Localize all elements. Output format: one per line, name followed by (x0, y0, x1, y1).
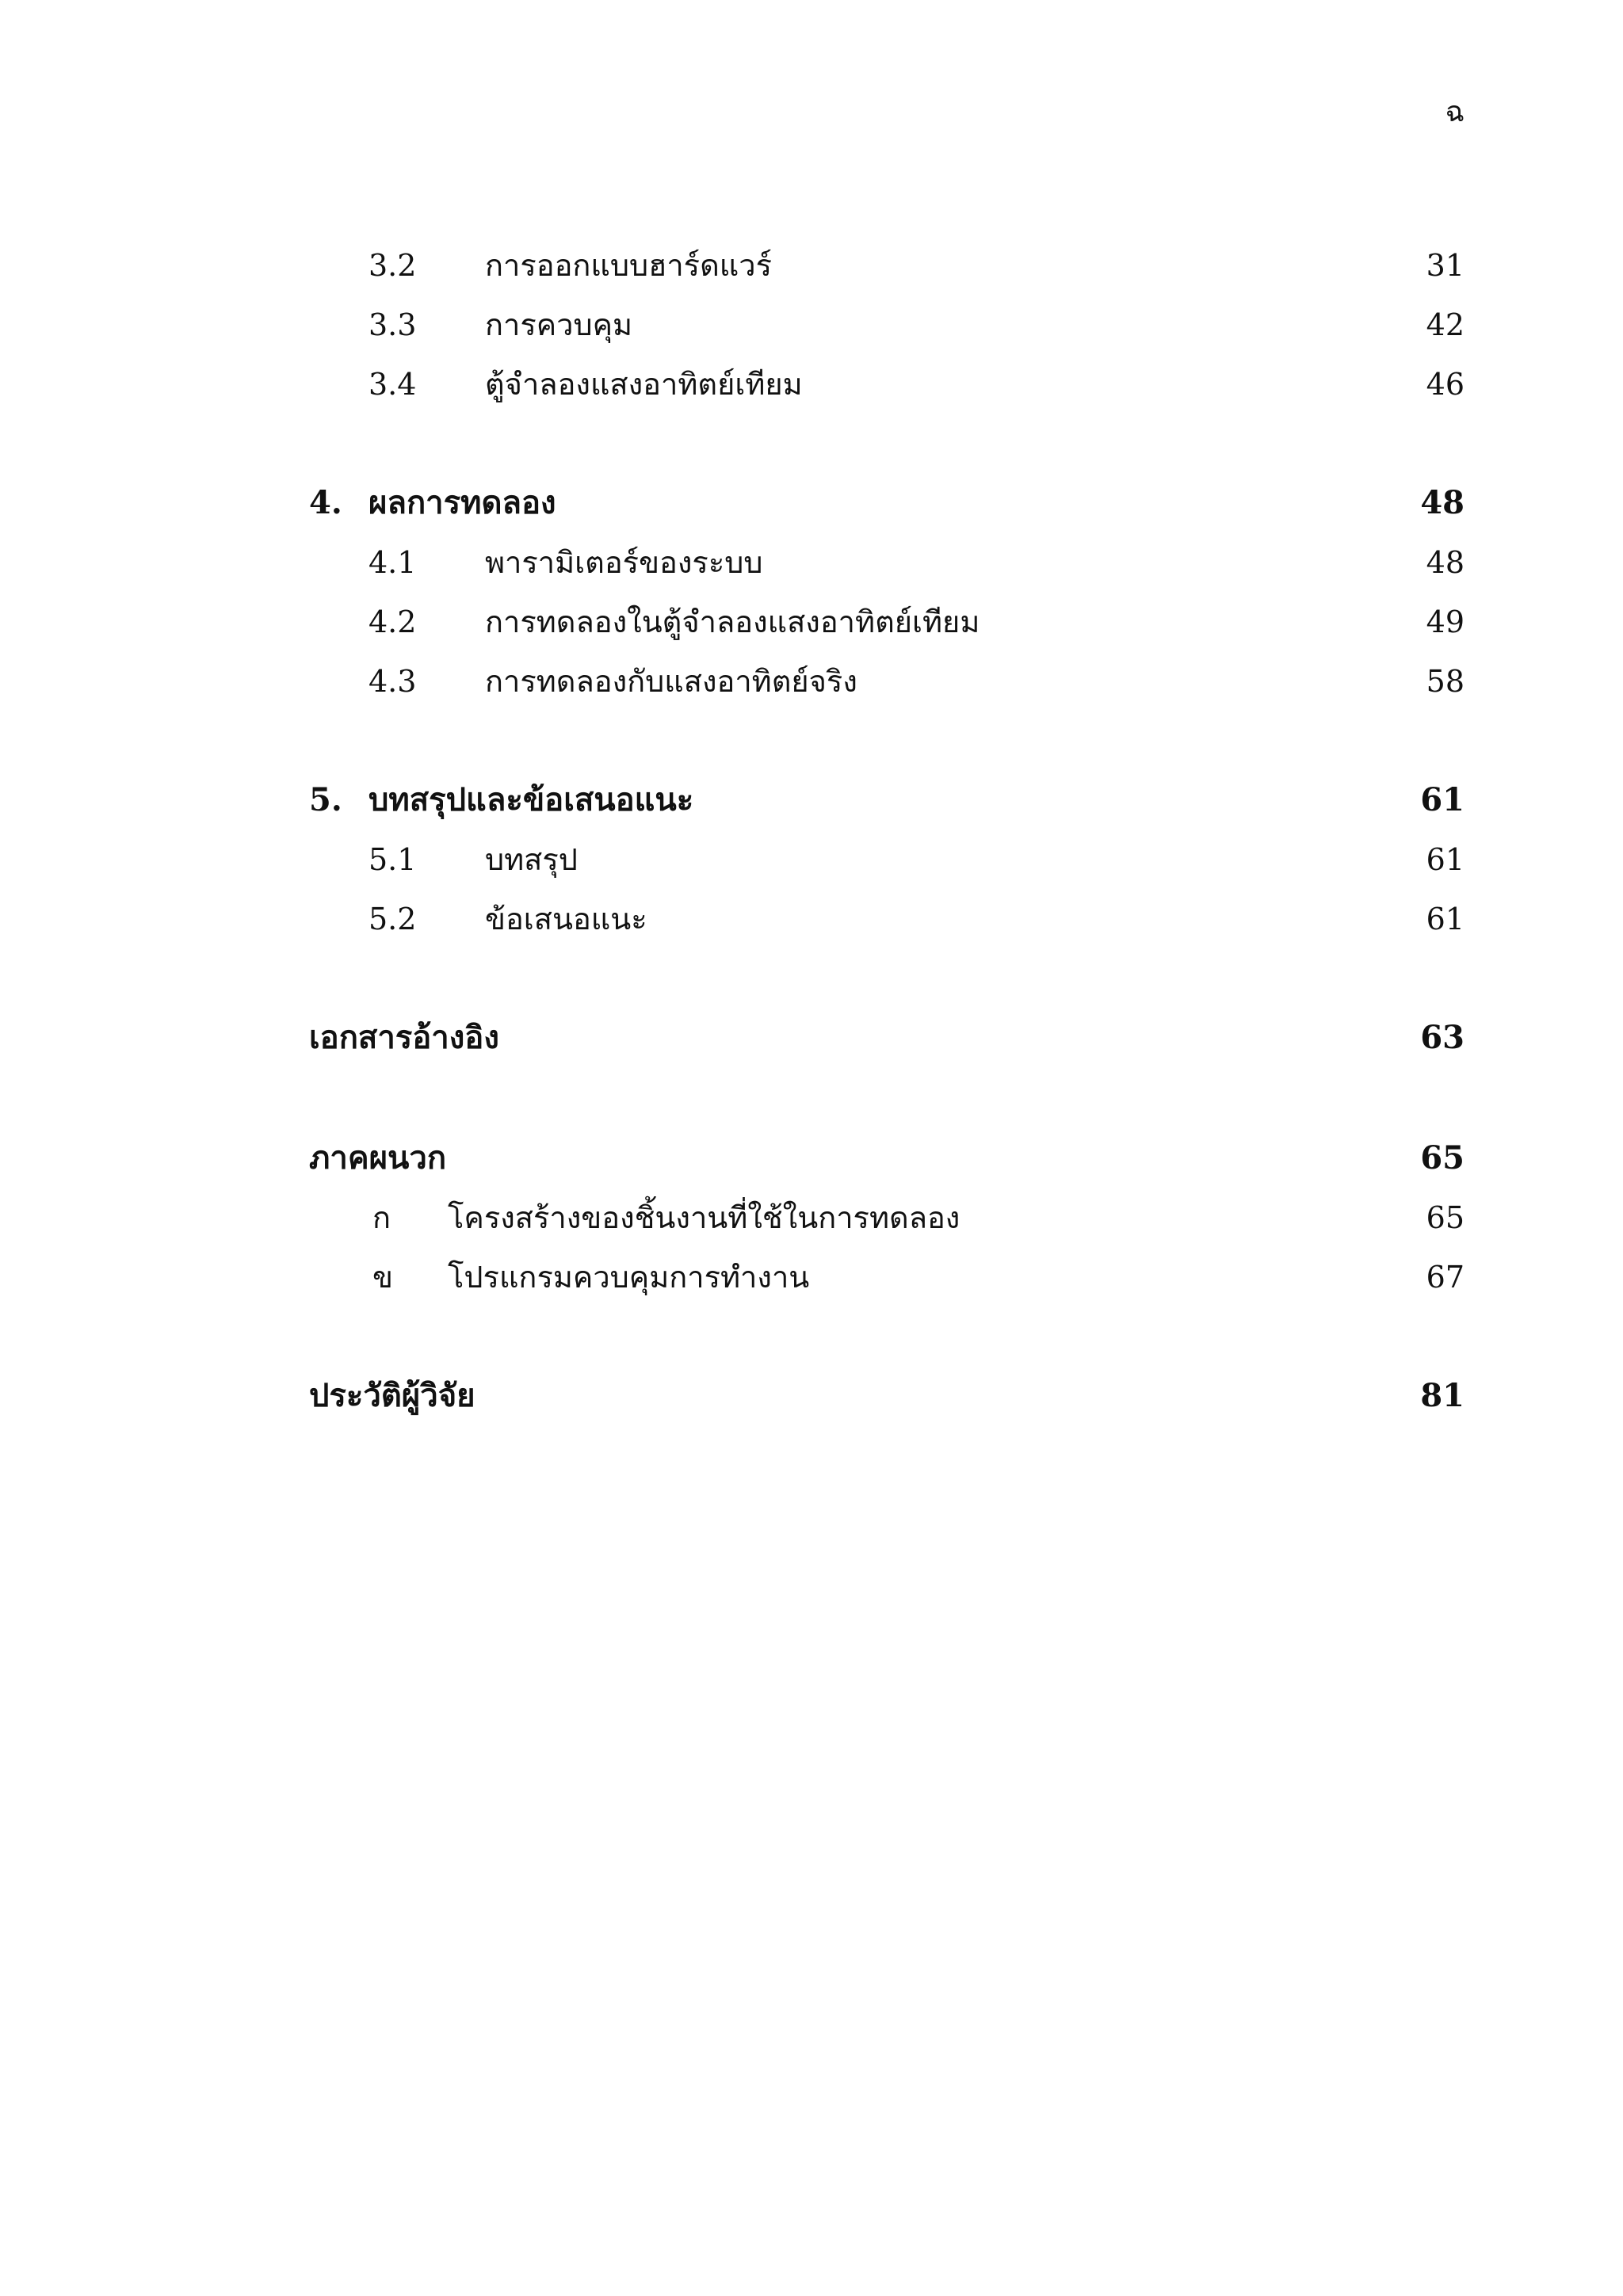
entry-title: ข้อเสนอแนะ (485, 902, 647, 936)
toc-entry-5-2 (0, 895, 1623, 943)
chapter-title: เอกสารอ้างอิง (309, 1019, 499, 1056)
toc-entry-3-2 (0, 242, 1623, 289)
entry-title: การควบคุม (485, 307, 633, 342)
chapter-page: 63 (1420, 1019, 1465, 1056)
toc-appendix (0, 1135, 1623, 1182)
page-number: ฉ (1445, 96, 1465, 128)
toc-researcher-biography (0, 1372, 1623, 1420)
toc-appendix-a (0, 1194, 1623, 1241)
toc-appendix-b (0, 1253, 1623, 1301)
toc-chapter-5 (0, 776, 1623, 824)
toc-chapter-4 (0, 479, 1623, 527)
entry-number: 3.2 (369, 248, 417, 283)
entry-title: พารามิเตอร์ของระบบ (485, 545, 763, 580)
toc-references (0, 1014, 1623, 1062)
chapter-number: 4. (309, 484, 342, 521)
entry-number: 5.1 (369, 842, 417, 877)
chapter-title: ประวัติผู้วิจัย (309, 1377, 475, 1414)
entry-page: 31 (1426, 248, 1465, 283)
toc-entry-5-1 (0, 836, 1623, 883)
appendix-title: โปรแกรมควบคุมการทำงาน (448, 1260, 810, 1295)
toc-entry-3-3 (0, 301, 1623, 349)
chapter-page: 48 (1420, 484, 1465, 521)
appendix-letter: ก (372, 1200, 391, 1235)
appendix-letter: ข (372, 1260, 393, 1295)
chapter-title: บทสรุปและข้อเสนอแนะ (369, 781, 694, 818)
chapter-page: 61 (1420, 781, 1465, 818)
toc-entry-4-1 (0, 539, 1623, 586)
entry-number: 3.4 (369, 367, 417, 402)
entry-number: 4.3 (369, 664, 417, 699)
entry-title: บทสรุป (485, 842, 578, 877)
chapter-page: 81 (1420, 1377, 1465, 1414)
entry-number: 4.2 (369, 605, 417, 639)
chapter-number: 5. (309, 781, 342, 818)
entry-number: 5.2 (369, 902, 417, 936)
entry-page: 48 (1426, 545, 1465, 580)
entry-title: การทดลองในตู้จำลองแสงอาทิตย์เทียม (485, 605, 980, 639)
entry-page: 61 (1426, 842, 1465, 877)
toc-entry-4-3 (0, 658, 1623, 705)
appendix-page: 67 (1426, 1260, 1465, 1295)
entry-page: 49 (1426, 605, 1465, 639)
appendix-title: โครงสร้างของชิ้นงานที่ใช้ในการทดลอง (448, 1200, 960, 1235)
entry-page: 46 (1426, 367, 1465, 402)
entry-title: ตู้จำลองแสงอาทิตย์เทียม (485, 367, 803, 402)
entry-title: การทดลองกับแสงอาทิตย์จริง (485, 664, 857, 699)
chapter-title: ผลการทดลอง (369, 484, 556, 521)
entry-page: 58 (1426, 664, 1465, 699)
appendix-page: 65 (1426, 1200, 1465, 1235)
toc-entry-3-4 (0, 360, 1623, 408)
chapter-page: 65 (1420, 1139, 1465, 1177)
entry-number: 4.1 (369, 545, 417, 580)
entry-number: 3.3 (369, 307, 417, 342)
toc-entry-4-2 (0, 598, 1623, 646)
entry-page: 42 (1426, 307, 1465, 342)
chapter-title: ภาคผนวก (309, 1139, 447, 1177)
entry-page: 61 (1426, 902, 1465, 936)
entry-title: การออกแบบฮาร์ดแวร์ (485, 248, 773, 283)
